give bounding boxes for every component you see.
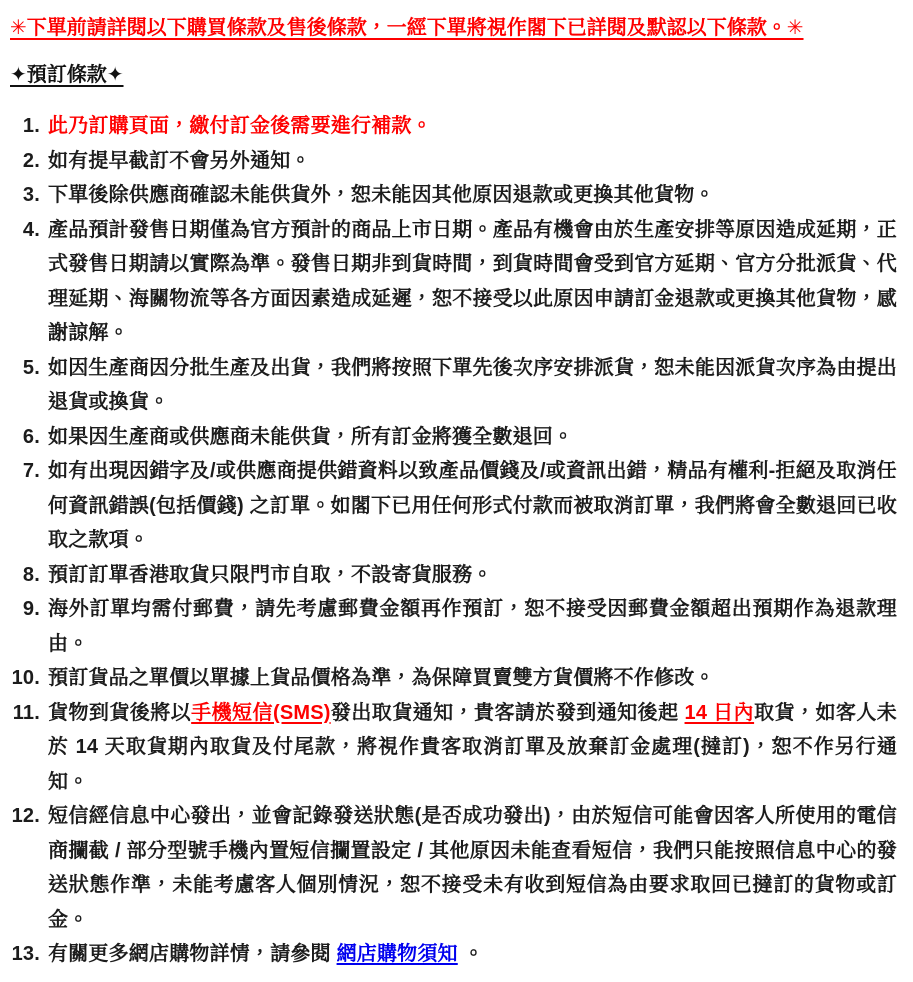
term-text: 。 xyxy=(457,943,484,965)
term-text: 發出取貨通知，貴客請於發到通知後起 xyxy=(330,701,685,724)
term-number: 1. xyxy=(22,115,40,137)
term-number: 10. xyxy=(11,667,40,689)
term-text: 如有出現因錯字及/或供應商提供錯資料以致產品價錢及/或資訊出錯，精品有權利-拒絕及取消任何資訊錯誤(包括價錢) 之訂單。如閣下已用任何形式付款而被取消訂單，我們將會全數退回已收取之款項。 xyxy=(48,460,897,551)
term-item xyxy=(10,178,897,213)
term-text: 有關更多網店購物詳情，請參閱 xyxy=(48,943,337,965)
term-text: 如因生產商因分批生產及出貨，我們將按照下單先後次序安排派貨，恕未能因派貨次序為由提出退貨或換貨。 xyxy=(48,356,897,413)
store-shopping-guide-link[interactable]: 網店購物須知 xyxy=(336,943,458,965)
term-number: 9. xyxy=(22,598,40,620)
term-item xyxy=(10,351,897,420)
pre-order-warning-header: ✳下單前請詳閱以下購買條款及售後條款，一經下單將視作閣下已詳閱及默認以下條款。✳ xyxy=(10,17,804,39)
term-item xyxy=(10,144,897,179)
term-number: 11. xyxy=(12,701,40,724)
term-text: 下單後除供應商確認未能供貨外，恕未能因其他原因退款或更換其他貨物。 xyxy=(48,184,715,206)
deposit-notice-highlight: 此乃訂購頁面，繳付訂金後需要進行補款。 xyxy=(48,115,432,137)
term-item xyxy=(10,696,897,800)
term-number: 13. xyxy=(11,943,40,965)
term-text: 貨物到貨後將以 xyxy=(48,701,192,724)
term-text: 如果因生產商或供應商未能供貨，所有訂金將獲全數退回。 xyxy=(48,425,574,448)
term-text: 海外訂單均需付郵費，請先考慮郵費金額再作預訂，恕不接受因郵費金額超出預期作為退款理由。 xyxy=(48,598,897,655)
term-number: 8. xyxy=(22,563,40,586)
section-title-preorder-terms: ✦預訂條款✦ xyxy=(10,64,124,86)
term-item xyxy=(10,109,897,144)
term-item xyxy=(10,799,897,937)
term-item xyxy=(10,454,897,558)
term-number: 4. xyxy=(22,218,40,241)
term-item xyxy=(10,592,897,661)
term-number: 5. xyxy=(22,356,40,379)
term-text: 產品預計發售日期僅為官方預計的商品上市日期。產品有機會由於生產安排等原因造成延期，正式發售日期請以實際為準。發售日期非到貨時間，到貨時間會受到官方延期、官方分批派貨、代理延期、海關物流等各方面因素造成延遲，恕不接受以此原因申請訂金退款或更換其他貨物，感謝諒解。 xyxy=(48,218,897,344)
term-number: 6. xyxy=(22,425,40,448)
term-number: 3. xyxy=(22,184,40,206)
term-text: 預訂訂單香港取貨只限門市自取，不設寄貨服務。 xyxy=(48,563,493,586)
term-text: 短信經信息中心發出，並會記錄發送狀態(是否成功發出)，由於短信可能會因客人所使用的電信商攔截 / 部分型號手機內置短信攔置設定 / 其他原因未能查看短信，我們只能按照信息中心的發送狀態作準，未能考慮客人個別情況，恕不接受未有收到短信為由要求取回已撻訂的貨物或訂金。 xyxy=(48,805,897,931)
term-item xyxy=(10,213,897,351)
term-text: 預訂貨品之單價以單據上貨品價格為準，為保障買賣雙方貨價將不作修改。 xyxy=(48,667,715,689)
sms-notice-highlight: 手機短信(SMS) xyxy=(191,701,331,724)
term-number: 2. xyxy=(22,149,40,172)
pickup-deadline-highlight: 14 日內 xyxy=(684,701,755,724)
term-item xyxy=(10,937,897,972)
term-text: 取貨，如客人未於 14 天取貨期內取貨及付尾款，將視作貴客取消訂單及放棄訂金處理(撻訂)，恕不作另行通知。 xyxy=(48,701,897,793)
term-item xyxy=(10,661,897,696)
term-item xyxy=(10,420,897,455)
term-item xyxy=(10,558,897,593)
term-number: 12. xyxy=(11,805,40,827)
term-text: 如有提早截訂不會另外通知。 xyxy=(48,149,311,172)
term-number: 7. xyxy=(22,460,40,482)
terms-list xyxy=(10,109,897,972)
